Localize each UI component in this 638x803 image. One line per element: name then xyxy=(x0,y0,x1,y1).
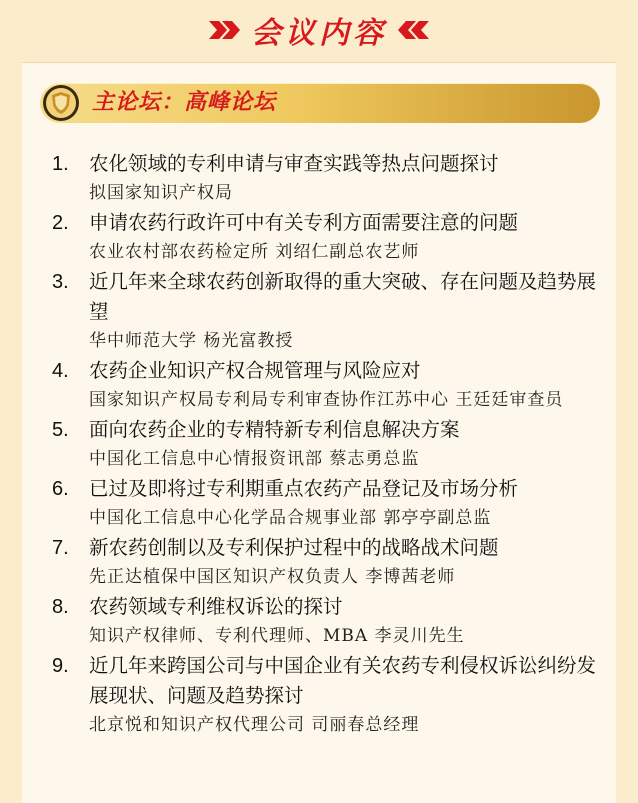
agenda-topic: 近几年来跨国公司与中国企业有关农药专利侵权诉讼纠纷发展现状、问题及趋势探讨 xyxy=(89,654,597,707)
agenda-item xyxy=(52,267,612,356)
agenda-item xyxy=(52,592,612,651)
agenda-item xyxy=(52,208,612,267)
agenda-item xyxy=(52,415,612,474)
agenda-number: 9. xyxy=(52,655,69,677)
agenda-item xyxy=(52,474,612,533)
agenda-speaker: 中国化工信息中心化学品合规事业部 郭亭亭副总监 xyxy=(89,508,492,528)
title-row xyxy=(0,10,638,50)
agenda-speaker: 华中师范大学 杨光富教授 xyxy=(89,331,294,351)
agenda-topic: 农药领域专利维权诉讼的探讨 xyxy=(89,595,343,618)
agenda-topic: 已过及即将过专利期重点农药产品登记及市场分析 xyxy=(89,477,519,500)
agenda-speaker: 国家知识产权局专利局专利审查协作江苏中心 王廷廷审查员 xyxy=(89,390,564,410)
agenda-number: 6. xyxy=(52,478,69,500)
agenda-topic: 农药企业知识产权合规管理与风险应对 xyxy=(89,359,421,382)
agenda-number: 4. xyxy=(52,360,69,382)
agenda-number: 7. xyxy=(52,537,69,559)
agenda-speaker: 北京悦和知识产权代理公司 司丽春总经理 xyxy=(89,715,420,735)
agenda-topic: 申请农药行政许可中有关专利方面需要注意的问题 xyxy=(89,211,519,234)
section-banner xyxy=(40,83,600,123)
agenda-speaker: 知识产权律师、专利代理师、MBA 李灵川先生 xyxy=(89,626,465,646)
agenda-speaker: 农业农村部农药检定所 刘绍仁副总农艺师 xyxy=(89,242,420,262)
section-title: 主论坛：高峰论坛 xyxy=(92,90,277,115)
agenda-speaker: 拟国家知识产权局 xyxy=(89,183,233,203)
agenda-item xyxy=(52,651,612,740)
shield-badge-icon xyxy=(42,84,80,122)
agenda-number: 2. xyxy=(52,212,69,234)
agenda-item xyxy=(52,356,612,415)
agenda-speaker: 中国化工信息中心情报资讯部 蔡志勇总监 xyxy=(89,449,420,469)
double-chevron-right-icon xyxy=(207,19,241,41)
agenda-speaker: 先正达植保中国区知识产权负责人 李博茜老师 xyxy=(89,567,456,587)
agenda-number: 5. xyxy=(52,419,69,441)
agenda-number: 3. xyxy=(52,271,69,293)
agenda-number: 1. xyxy=(52,153,69,175)
agenda-topic: 新农药创制以及专利保护过程中的战略战术问题 xyxy=(89,536,499,559)
content-card xyxy=(22,62,616,803)
agenda-item xyxy=(52,533,612,592)
agenda-topic: 近几年来全球农药创新取得的重大突破、存在问题及趋势展望 xyxy=(89,270,597,323)
page-header xyxy=(0,0,638,60)
agenda-number: 8. xyxy=(52,596,69,618)
agenda-list xyxy=(52,149,612,740)
agenda-item xyxy=(52,149,612,208)
agenda-topic: 农化领域的专利申请与审查实践等热点问题探讨 xyxy=(89,152,499,175)
agenda-topic: 面向农药企业的专精特新专利信息解决方案 xyxy=(89,418,460,441)
page-title: 会议内容 xyxy=(251,16,387,51)
double-chevron-left-icon xyxy=(397,19,431,41)
